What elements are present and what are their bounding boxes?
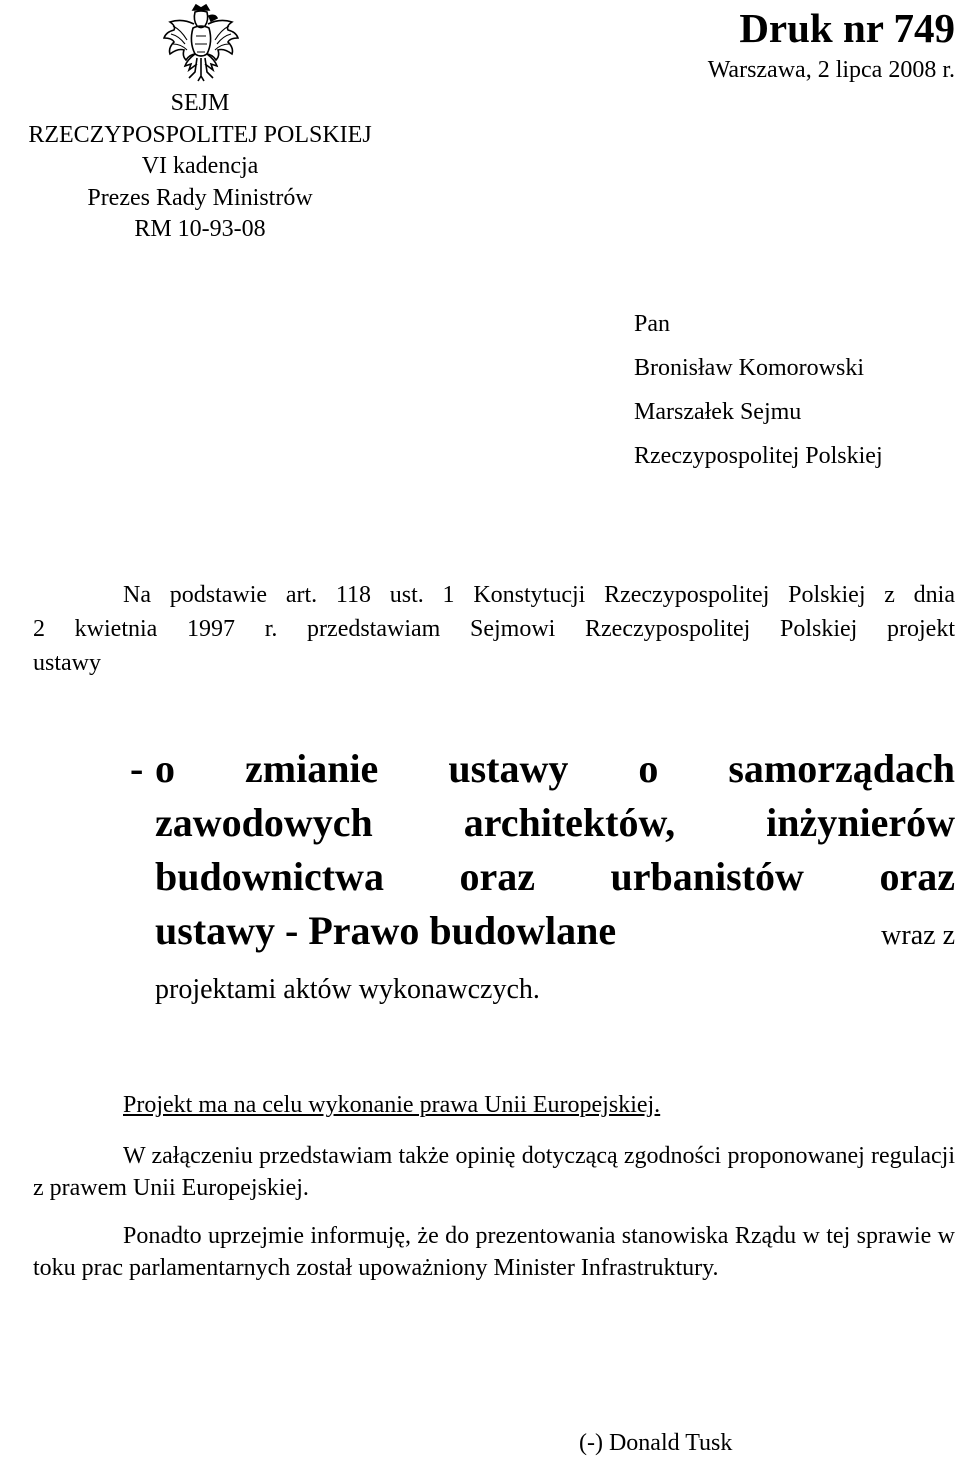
- title-last-row: [155, 904, 955, 963]
- title-line: o zmianie ustawy o samorządach: [155, 746, 955, 791]
- eu-note: Projekt ma na celu wykonanie prawa Unii Europejskiej.: [123, 1092, 661, 1118]
- intro-line: ustawy: [33, 650, 101, 676]
- title-dash: -: [130, 746, 144, 791]
- intro-line: Na podstawie art. 118 ust. 1 Konstytucji Rzeczypospolitej Polskiej z dnia: [123, 582, 955, 608]
- addressee-block: [634, 302, 883, 478]
- addressee-line: Bronisław Komorowski: [634, 355, 864, 381]
- sender-block: [0, 88, 400, 246]
- intro-paragraph: [33, 578, 955, 680]
- bill-title: [130, 742, 955, 1017]
- addressee-line: Rzeczypospolitej Polskiej: [634, 443, 883, 469]
- sender-line: VI kadencja: [141, 153, 259, 179]
- addressee-line: Pan: [634, 311, 670, 337]
- attachment-paragraph: W załączeniu przedstawiam także opinię dotyczącą zgodności proponowanej regulacji z prawem Unii Europejskiej.: [33, 1143, 955, 1201]
- sender-line: RZECZYPOSPOLITEJ POLSKIEJ: [28, 121, 372, 148]
- place-date: Warszawa, 2 lipca 2008 r.: [707, 57, 955, 83]
- sender-line: RM 10-93-08: [134, 216, 266, 242]
- title-line: zawodowych architektów, inżynierów: [155, 800, 955, 845]
- authorization-paragraph: Ponadto uprzejmie informuję, że do prezentowania stanowiska Rządu w tej sprawie w toku prac parlamentarnych został upoważniony Minister Infrastruktury.: [33, 1223, 955, 1281]
- title-line: budownictwa oraz urbanistów oraz: [155, 854, 955, 899]
- intro-line: 2 kwietnia 1997 r. przedstawiam Sejmowi Rzeczypospolitej Polskiej projekt: [33, 616, 955, 642]
- print-number: Druk nr 749: [739, 5, 955, 51]
- title-final-line: projektami aktów wykonawczych.: [155, 974, 540, 1005]
- sender-line: Prezes Rady Ministrów: [87, 184, 313, 211]
- sender-line: SEJM: [170, 90, 230, 116]
- title-tail: wraz z: [881, 920, 955, 951]
- title-line: ustawy - Prawo budowlane: [155, 908, 617, 953]
- addressee-line: Marszałek Sejmu: [634, 399, 802, 425]
- signature: (-) Donald Tusk: [579, 1430, 733, 1456]
- polish-eagle-emblem-icon: [163, 2, 239, 82]
